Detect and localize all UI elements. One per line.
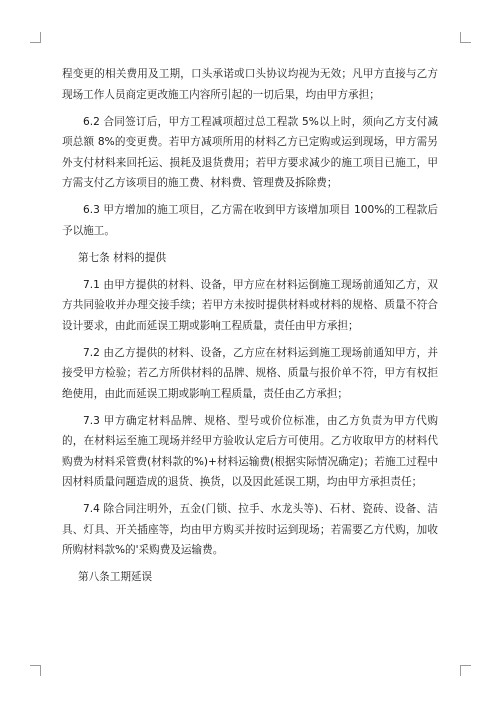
crop-mark-bottom-left <box>30 665 41 676</box>
paragraph-7-4: 7.4 除合同注明外，五金(门锁、拉手、水龙头等)、石材、瓷砖、设备、洁具、灯具、开关插座等，均由甲方购买并按时运到现场；若需要乙方代购，加收所购材料款%的'采购费及运输费。 <box>62 503 438 556</box>
section-heading-article-7: 第七条 材料的提供 <box>78 251 167 264</box>
crop-mark-bottom-right <box>460 665 471 676</box>
paragraph-7-2: 7.2 由乙方提供的材料、设备，乙方应在材料运到施工现场前通知甲方，并接受甲方检验；若乙方所供材料的品牌、规格、质量与报价单不符，甲方有权拒绝使用，由此而延误工期或影响工程质量，责任由乙方承担； <box>62 346 438 400</box>
paragraph-6-2: 6.2 合同签订后，甲方工程减项超过总工程款 5%以上时，须向乙方支付减项总额 8%的变更费。若甲方减项所用的材料乙方已定购或运到现场，甲方需另外支付材料来回托运、损耗及退货费用；若甲方要求减少的施工项目已施工，甲方需支付乙方该项目的施工费、材料费、管理费及拆除费； <box>62 115 438 189</box>
paragraph-6-3: 6.3 甲方增加的施工项目，乙方需在收到甲方该增加项目 100%的工程款后予以施工。 <box>62 204 438 237</box>
crop-mark-top-right <box>460 32 471 43</box>
section-heading-article-8: 第八条工期延误 <box>78 571 153 583</box>
document-body <box>62 64 438 594</box>
paragraph-7-1: 7.1 由甲方提供的材料、设备，甲方应在材料运倒施工现场前通知乙方，双方共同验收并办理交接手续；若甲方未按时提供材料或材料的规格、质量不符合设计要求，由此而延误工期或影响工程质量，责任由甲方承担； <box>62 278 438 332</box>
crop-mark-top-left <box>30 32 41 43</box>
paragraph-7-3: 7.3 甲方确定材料品牌、规格、型号或价位标准，由乙方负责为甲方代购的，在材料运至施工现场并经甲方验收认定后方可使用。乙方收取甲方的材料代购费为材料采管费(材料款的%)+材料运输费(根据实际情况确定)；若施工过程中因材料质量问题造成的退货、换货，以及因此延误工期，均由甲方承担责任； <box>62 414 438 488</box>
paragraph-6-1-continued: 程变更的相关费用及工期，口头承诺或口头协议均视为无效；凡甲方直接与乙方现场工作人员商定更改施工内容所引起的一切后果，均由甲方承担； <box>62 68 438 101</box>
